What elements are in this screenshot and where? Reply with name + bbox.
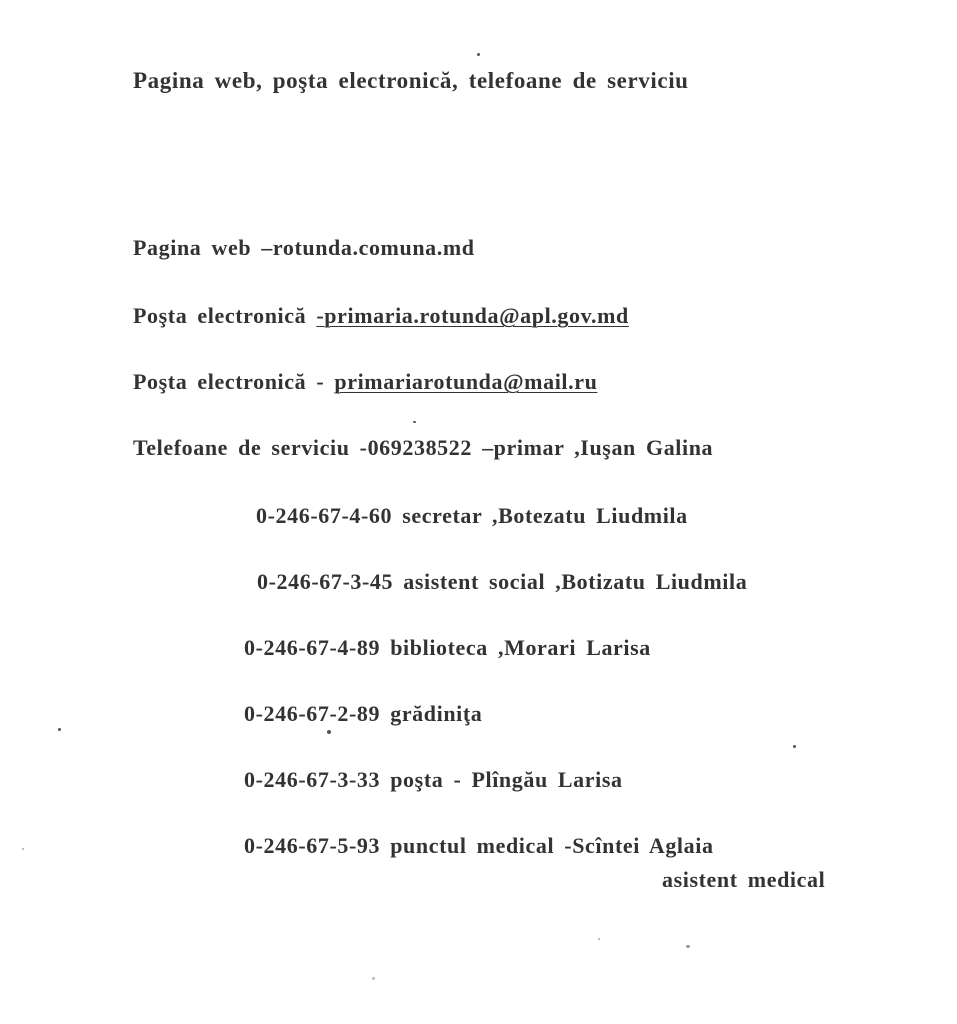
- phone-description: asistent social ,Botizatu Liudmila: [403, 569, 748, 594]
- phones-main: -069238522 –primar ,Iuşan Galina: [359, 435, 714, 460]
- email-separator-1: [306, 303, 316, 328]
- phone-number: 0-246-67-5-93: [244, 833, 381, 858]
- phone-description: grădiniţa: [390, 701, 483, 726]
- phone-row: [244, 767, 623, 793]
- email-separator-2: -: [306, 369, 335, 394]
- phone-number: 0-246-67-4-60: [256, 503, 393, 528]
- phone-number: 0-246-67-4-89: [244, 635, 381, 660]
- scan-speck: [22, 848, 24, 850]
- scan-speck: [477, 53, 480, 56]
- phone-row: [244, 635, 651, 661]
- phone-row: [256, 503, 688, 529]
- email-label-2: Poşta electronică: [133, 369, 307, 394]
- email-link-2[interactable]: primariarotunda@mail.ru: [334, 369, 598, 394]
- phone-description: poşta - Plîngău Larisa: [390, 767, 623, 792]
- scan-speck: [598, 938, 600, 940]
- phone-number: 0-246-67-3-45: [257, 569, 394, 594]
- phone-row: [257, 569, 747, 595]
- scan-speck: [327, 730, 331, 734]
- phone-number: 0-246-67-3-33: [244, 767, 381, 792]
- scan-speck: [413, 421, 416, 423]
- page-title: Pagina web, poşta electronică, telefoane de serviciu: [133, 68, 689, 93]
- scan-speck: [793, 745, 796, 748]
- website-value: –rotunda.comuna.md: [261, 235, 475, 260]
- website-label: Pagina web: [133, 235, 252, 260]
- phone-row: [244, 833, 714, 859]
- phones-label: Telefoane de serviciu: [133, 435, 350, 460]
- phone-description: biblioteca ,Morari Larisa: [390, 635, 651, 660]
- website-line: [133, 235, 475, 261]
- phone-row: [244, 701, 482, 727]
- phone-description: secretar ,Botezatu Liudmila: [402, 503, 688, 528]
- email-label-1: Poşta electronică: [133, 303, 307, 328]
- phone-row-continuation: asistent medical: [662, 867, 826, 892]
- phones-line: [133, 435, 713, 461]
- email-link-1[interactable]: -primaria.rotunda@apl.gov.md: [316, 303, 629, 328]
- phone-description: punctul medical -Scîntei Aglaia: [390, 833, 714, 858]
- email-line-1: [133, 303, 629, 329]
- phone-number: 0-246-67-2-89: [244, 701, 381, 726]
- scan-speck: [58, 728, 61, 731]
- email-line-2: [133, 369, 597, 395]
- scan-speck: [686, 945, 690, 948]
- scan-speck: [372, 977, 375, 980]
